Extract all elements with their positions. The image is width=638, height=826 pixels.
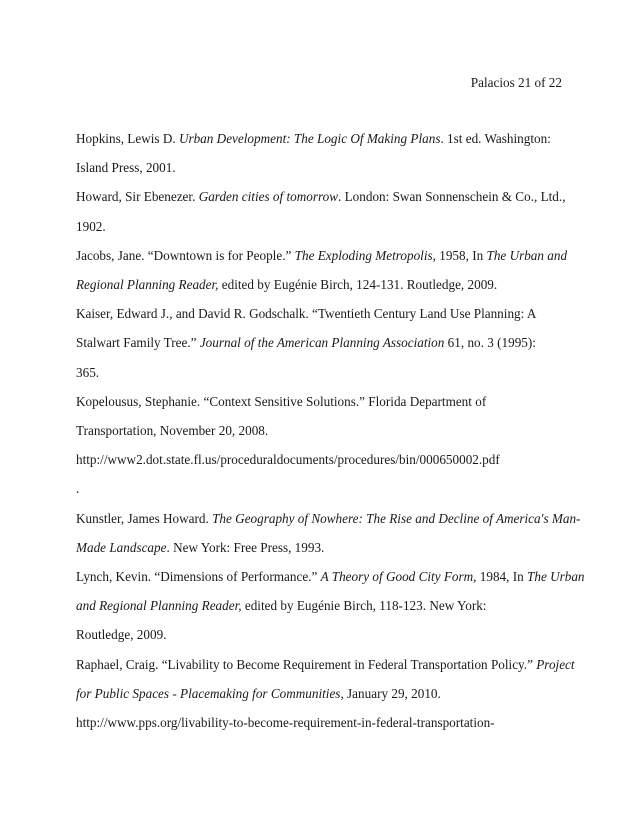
entry-text: Kunstler, James Howard. xyxy=(76,510,213,526)
entry-italic-text: The Urban and xyxy=(486,247,568,263)
entry-text: Island Press, 2001. xyxy=(76,160,176,176)
entry-text: edited by Eugénie Birch, 118-123. New York: xyxy=(241,598,487,614)
entry-text: 1902. xyxy=(76,218,106,234)
entry-text: Hopkins, Lewis D. xyxy=(76,131,179,146)
bibliography-entry xyxy=(76,124,566,182)
bibliography-entry xyxy=(76,182,566,240)
entry-line xyxy=(76,212,566,241)
entry-text: . New York: Free Press, 1993. xyxy=(166,539,325,555)
entry-text: January 29, 2010. xyxy=(343,685,441,701)
entry-line xyxy=(76,153,566,182)
entry-text: Transportation, November 20, 2008. xyxy=(76,423,269,439)
entry-line xyxy=(76,182,566,211)
entry-line xyxy=(76,328,566,357)
entry-line xyxy=(76,708,566,737)
entry-line xyxy=(76,416,566,445)
entry-line xyxy=(76,562,585,591)
entry-text: Kopelousus, Stephanie. “Context Sensitive Solutions.” Florida Department of xyxy=(76,393,487,409)
entry-text: . 1st ed. Washington: xyxy=(440,131,551,146)
entry-line xyxy=(76,299,566,328)
bibliography-entry xyxy=(76,299,566,387)
bibliography-entry xyxy=(76,241,566,299)
entry-text: edited by Eugénie Birch, 124-131. Routledge, 2009. xyxy=(218,277,498,293)
entry-italic-text: The Exploding Metropolis, xyxy=(294,247,436,263)
entry-line xyxy=(76,620,566,649)
entry-text: http://www.pps.org/livability-to-become-requirement-in-federal-transportation- xyxy=(76,715,495,731)
entry-text: Raphael, Craig. “Livability to Become Requirement in Federal Transportation Policy.” xyxy=(76,656,537,672)
page-header: Palacios 21 of 22 xyxy=(470,75,562,90)
entry-text: http://www2.dot.state.fl.us/proceduraldocuments/procedures/bin/000650002.pdf xyxy=(76,452,500,468)
entry-line xyxy=(76,241,568,270)
entry-text: 1958, In xyxy=(435,247,487,263)
entry-italic-text: Made Landscape xyxy=(76,539,167,555)
entry-line xyxy=(76,504,581,533)
entry-text: Jacobs, Jane. “Downtown is for People.” xyxy=(76,247,295,263)
entry-text: Stalwart Family Tree.” xyxy=(76,335,200,351)
entry-italic-text: Regional Planning Reader, xyxy=(76,277,219,293)
entry-italic-text: The Urban xyxy=(527,569,585,585)
entry-text: 365. xyxy=(76,364,100,380)
entry-text: . xyxy=(76,481,80,497)
entry-text: Routledge, 2009. xyxy=(76,627,167,643)
entry-line xyxy=(76,387,566,416)
bibliography-list xyxy=(76,124,585,737)
entry-italic-text: The Geography of Nowhere: The Rise and Decline of America's Man- xyxy=(212,510,581,526)
entry-line xyxy=(76,124,566,153)
entry-line xyxy=(76,591,566,620)
entry-line xyxy=(76,358,566,387)
entry-text: . London: Swan Sonnenschein & Co., Ltd., xyxy=(338,189,566,205)
bibliography-entry xyxy=(76,387,566,504)
bibliography-entry xyxy=(76,504,581,562)
entry-italic-text: and Regional Planning Reader, xyxy=(76,598,242,614)
bibliography-entry xyxy=(76,650,575,738)
entry-italic-text: Project xyxy=(536,656,575,672)
entry-line xyxy=(76,533,566,562)
entry-text: Lynch, Kevin. “Dimensions of Performance.” xyxy=(76,569,321,585)
entry-line xyxy=(76,650,575,679)
entry-line xyxy=(76,474,566,503)
entry-text: 61, no. 3 (1995): xyxy=(444,335,536,351)
entry-italic-text: Journal of the American Planning Association xyxy=(199,335,445,351)
entry-text: 1984, In xyxy=(476,569,528,585)
entry-line xyxy=(76,445,566,474)
entry-text: Kaiser, Edward J., and David R. Godschalk. “Twentieth Century Land Use Planning: A xyxy=(76,306,537,322)
entry-line xyxy=(76,270,566,299)
entry-italic-text: Garden cities of tomorrow xyxy=(198,189,339,205)
bibliography-entry xyxy=(76,562,585,650)
entry-italic-text: Urban Development: The Logic Of Making Plans xyxy=(178,131,441,146)
entry-line xyxy=(76,679,566,708)
entry-text: Howard, Sir Ebenezer. xyxy=(76,189,199,205)
entry-italic-text: for Public Spaces - Placemaking for Communities, xyxy=(76,685,344,701)
entry-italic-text: A Theory of Good City Form, xyxy=(320,569,477,585)
